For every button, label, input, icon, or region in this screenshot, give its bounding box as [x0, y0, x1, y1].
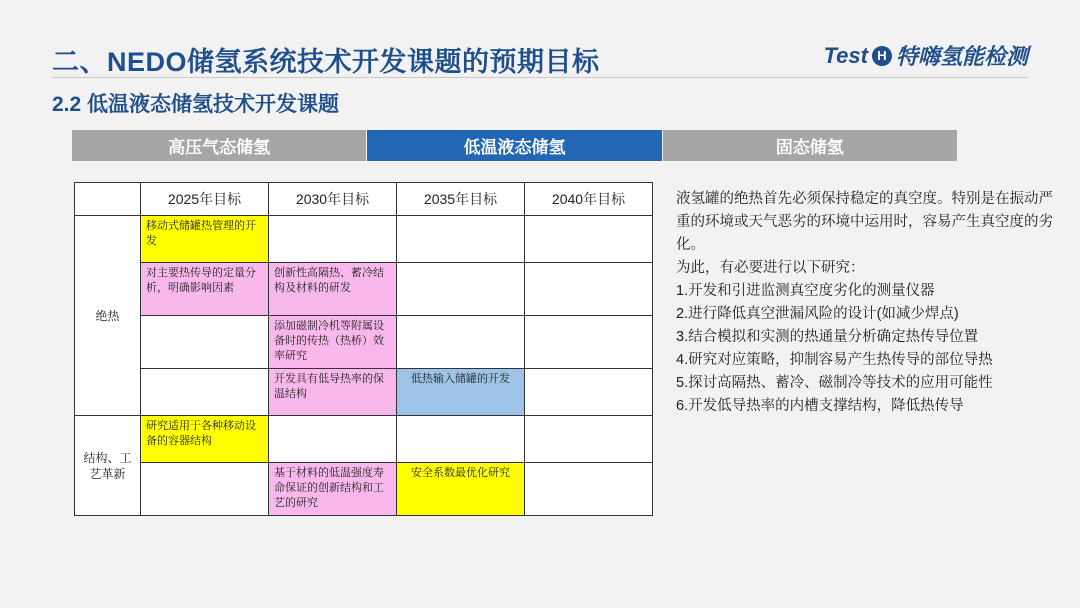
empty-cell: [525, 369, 653, 416]
storage-type-tabs: [72, 130, 957, 161]
research-list: [676, 280, 1058, 418]
goal-cell: 创新性高隔热、蓄冷结构及材料的研发: [269, 263, 397, 316]
tab-high-pressure-gas[interactable]: 高压气态储氢: [72, 130, 366, 161]
goal-cell: 基于材料的低温强度寿命保证的创新结构和工艺的研究: [269, 463, 397, 516]
column-header: 2040年目标: [525, 183, 653, 216]
empty-cell: [525, 416, 653, 463]
table-row: [75, 263, 653, 316]
goal-cell: 添加磁制冷机等附属设备时的传热（热桥）效率研究: [269, 316, 397, 369]
empty-cell: [141, 316, 269, 369]
empty-cell: [141, 369, 269, 416]
goal-cell: 研究适用于各种移动设备的容器结构: [141, 416, 269, 463]
page-title: 二、NEDO储氢系统技术开发课题的预期目标: [52, 47, 600, 77]
table-row: [75, 463, 653, 516]
empty-cell: [269, 216, 397, 263]
hydrogen-icon: H: [872, 46, 892, 66]
empty-cell: [397, 416, 525, 463]
goal-cell: 移动式储罐热管理的开发: [141, 216, 269, 263]
table-row: [75, 316, 653, 369]
goal-cell: 低热输入储罐的开发: [397, 369, 525, 416]
empty-cell: [397, 316, 525, 369]
table-row: [75, 216, 653, 263]
logo-name: 特嗨氢能检测: [895, 44, 1028, 69]
category-cell: 结构、工艺革新: [75, 416, 141, 516]
table-row: [75, 369, 653, 416]
section-subtitle: 2.2 低温液态储氢技术开发课题: [52, 93, 340, 116]
tab-cryogenic-liquid[interactable]: 低温液态储氢: [366, 130, 661, 161]
column-header: 2035年目标: [397, 183, 525, 216]
table-row: [75, 416, 653, 463]
list-item: 6.开发低导热率的内槽支撑结构，降低热传导: [676, 398, 964, 414]
notes-intro: 液氢罐的绝热首先必须保持稳定的真空度。特别是在振动严重的环境或天气恶劣的环境中运用时，容易产生真空度的劣化。: [676, 191, 1053, 253]
logo-text: Test: [823, 42, 868, 68]
list-item: 5.探讨高隔热、蓄冷、磁制冷等技术的应用可能性: [676, 375, 993, 391]
empty-cell: [269, 416, 397, 463]
list-item: 4.研究对应策略，抑制容易产生热传导的部位导热: [676, 352, 993, 368]
category-cell: 绝热: [75, 216, 141, 416]
title-divider: [52, 77, 1028, 78]
empty-cell: [397, 263, 525, 316]
brand-logo: [824, 40, 1028, 71]
empty-cell: [525, 263, 653, 316]
list-item: 2.进行降低真空泄漏风险的设计(如减少焊点): [676, 306, 959, 322]
empty-cell: [397, 216, 525, 263]
tab-solid-state[interactable]: 固态储氢: [662, 130, 957, 161]
table-corner-cell: [75, 183, 141, 216]
goal-cell: 安全系数最优化研究: [397, 463, 525, 516]
list-item: 1.开发和引进监测真空度劣化的测量仪器: [676, 283, 935, 299]
research-notes: [676, 188, 1058, 418]
column-header: 2025年目标: [141, 183, 269, 216]
empty-cell: [525, 216, 653, 263]
table-header-row: [75, 183, 653, 216]
list-item: 3.结合模拟和实测的热通量分析确定热传导位置: [676, 329, 979, 345]
empty-cell: [525, 316, 653, 369]
goals-table: [74, 182, 653, 516]
column-header: 2030年目标: [269, 183, 397, 216]
goal-cell: 开发具有低导热率的保温结构: [269, 369, 397, 416]
empty-cell: [141, 463, 269, 516]
empty-cell: [525, 463, 653, 516]
notes-lead: 为此，有必要进行以下研究：: [676, 260, 865, 276]
goal-cell: 对主要热传导的定量分析，明确影响因素: [141, 263, 269, 316]
